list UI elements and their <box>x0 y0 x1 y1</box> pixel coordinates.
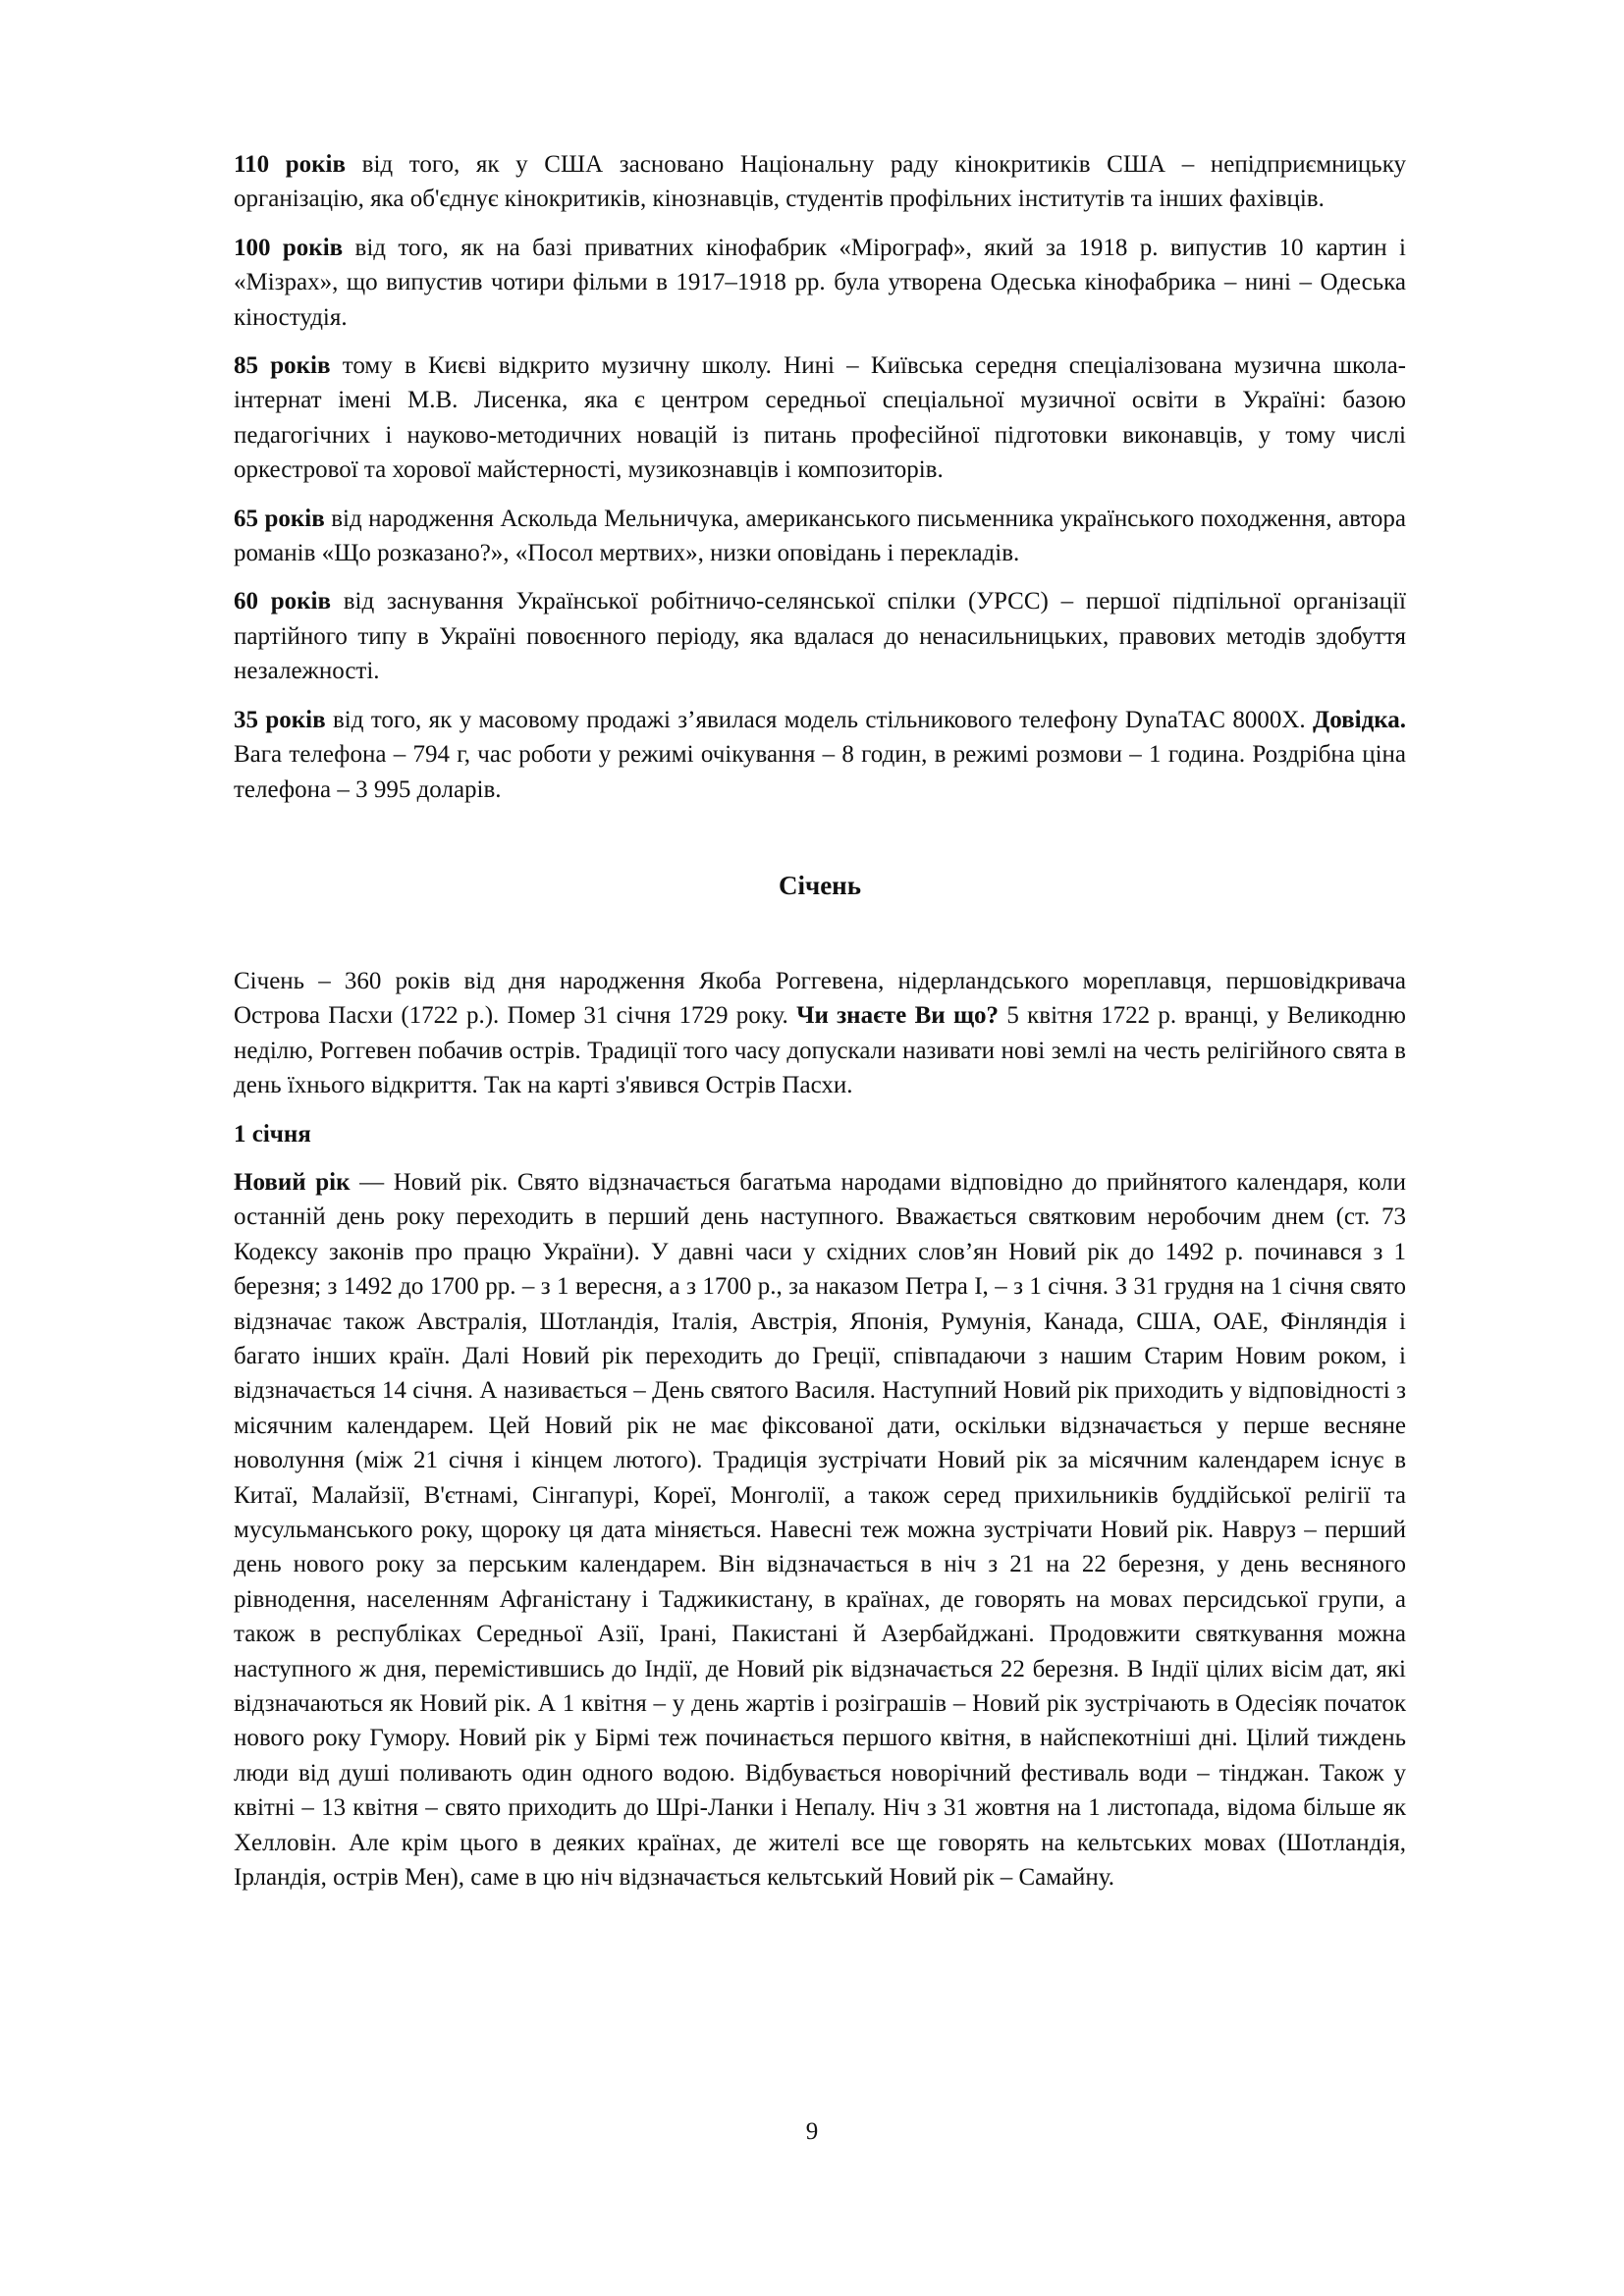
anniversary-lead: 60 років <box>234 588 331 615</box>
anniversary-text: від народження Аскольда Мельничука, американського письменника українського походження, автора романів «Що розказано?», «Посол мертвих», низки оповідань і перекладів. <box>234 505 1406 567</box>
anniversary-lead: 65 років <box>234 505 325 532</box>
new-year-paragraph <box>234 1165 1406 1896</box>
anniversary-text: від того, як у США засновано Національну раду кінокритиків США – непідприємницьку організацію, яка об'єднує кінокритиків, кінознавців, студентів профільних інститутів та інших фахівців. <box>234 151 1406 213</box>
january-paragraph <box>234 964 1406 1103</box>
anniversary-text: від того, як у масовому продажі з’явилася модель стільникового телефону DynaTAC 8000X. <box>325 706 1314 733</box>
anniversary-paragraph-60 <box>234 584 1406 688</box>
january-text: Січень – 360 років від дня народження Якоба Роггевена, нідерландського мореплавця, першовідкривача Острова Пасхи (1722 р.). Помер 31 січня 1729 року. <box>234 967 1406 1030</box>
anniversary-text: від заснування Української робітничо-селянської спілки (УРСС) – першої підпільної організації партійного типу в Україні повоєнного періоду, яка вдалася до ненасильницьких, правових методів здобуття незалежності. <box>234 588 1406 685</box>
anniversary-lead: 110 років <box>234 151 347 178</box>
january-fact-text: 5 квітня 1722 р. вранці, у Великодню неділю, Роггевен побачив острів. Традиції того часу допускали називати нові землі на честь релігійного свята в день їхнього відкриття. Так на карті з'явився Острів Пасхи. <box>234 1002 1406 1099</box>
date-heading: 1 січня <box>234 1120 311 1148</box>
month-heading: Січень <box>778 870 862 900</box>
anniversary-paragraph-65 <box>234 502 1406 571</box>
did-you-know-label: Чи знаєте Ви що? <box>796 1002 1000 1030</box>
anniversary-paragraph-100 <box>234 231 1406 335</box>
anniversary-text: від того, як на базі приватних кінофабрик «Мірограф», який за 1918 р. випустив 10 картин і «Мізрах», що випустив чотири фільми в 1917–1918 рр. була утворена Одеська кінофабрика – нині – Одеська кіностудія. <box>234 234 1406 331</box>
anniversary-lead: 85 років <box>234 352 331 380</box>
anniversary-paragraph-110 <box>234 147 1406 217</box>
anniversary-lead: 100 років <box>234 234 344 261</box>
anniversary-paragraph-85 <box>234 348 1406 488</box>
note-label: Довідка. <box>1313 706 1406 733</box>
page-number: 9 <box>805 2118 819 2145</box>
anniversary-paragraph-35 <box>234 703 1406 807</box>
anniversary-text: тому в Києві відкрито музичну школу. Нині – Київська середня спеціалізована музична школа-інтернат імені М.В. Лисенка, яка є центром середньої спеціальної музичної освіти в Україні: базою педагогічних і науково-методичних новацій із питань професійної підготовки виконавців, у тому числі оркестрової та хорової майстерності, музикознавців і композиторів. <box>234 352 1407 484</box>
note-text: Вага телефона – 794 г, час роботи у режимі очікування – 8 годин, в режимі розмови – 1 година. Роздрібна ціна телефона – 3 995 доларів. <box>234 741 1406 803</box>
document-page <box>234 147 1406 1908</box>
new-year-lead: Новий рік <box>234 1168 351 1196</box>
anniversary-lead: 35 років <box>234 706 326 733</box>
new-year-text: — Новий рік. Свято відзначається багатьма народами відповідно до прийнятого календаря, коли останній день року переходить в перший день наступного. Вважається святковим неробочим днем (ст. 73 Кодексу законів про працю України). У давні часи у східних слов’ян Новий рік до 1492 р. починався з 1 березня; з 1492 до 1700 рр. – з 1 вересня, а з 1700 р., за наказом Петра І, – з 1 січня. З 31 грудня на 1 січня свято відзначає також Австралія, Шотландія, Італія, Австрія, Японія, Румунія, Канада, США, ОАЕ, Фінляндія і багато інших країн. Далі Новий рік переходить до Греції, співпадаючи з нашим Старим Новим роком, і відзначається 14 січня. А називається – День святого Василя. Наступний Новий рік приходить у відповідності з місячним календарем. Цей Новий рік не має фіксованої дати, оскільки відзначається у перше весняне новолуння (між 21 січня і кінцем лютого). Традиція зустрічати Новий рік за місячним календарем існує в Китаї, Малайзії, В'єтнамі, Сінгапурі, Кореї, Монголії, а також серед прихильників буддійської релігії та мусульманського року, щороку ця дата міняється. Навесні теж можна зустрічати Новий рік. Навруз – перший день нового року за перським календарем. Він відзначається в ніч з 21 на 22 березня, у день весняного рівнодення, населенням Афганістану і Таджикистану, в країнах, де говорять на мовах персидської групи, а також в республіках Середньої Азії, Ірані, Пакистані й Азербайджані. Продовжити святкування можна наступного ж дня, перемістившись до Індії, де Новий рік відзначається 22 березня. В Індії цілих вісім дат, які відзначаються як Новий рік. А 1 квітня – у день жартів і розіграшів – Новий рік зустрічають в Одесіяк початок нового року Гумору. Новий рік у Бірмі теж починається першого квітня, в найспекотніші дні. Цілий тиждень люди від душі поливають один одного водою. Відбувається новорічний фестиваль води – тінджан. Також у квітні – 13 квітня – свято приходить до Шрі-Ланки і Непалу. Ніч з 31 жовтня на 1 листопада, відома більше як Хелловін. Але крім цього в деяких країнах, де жителі все ще говорять на кельтських мовах (Шотландія, Ірландія, острів Мен), саме в цю ніч відзначається кельтський Новий рік – Самайну. <box>234 1168 1406 1892</box>
